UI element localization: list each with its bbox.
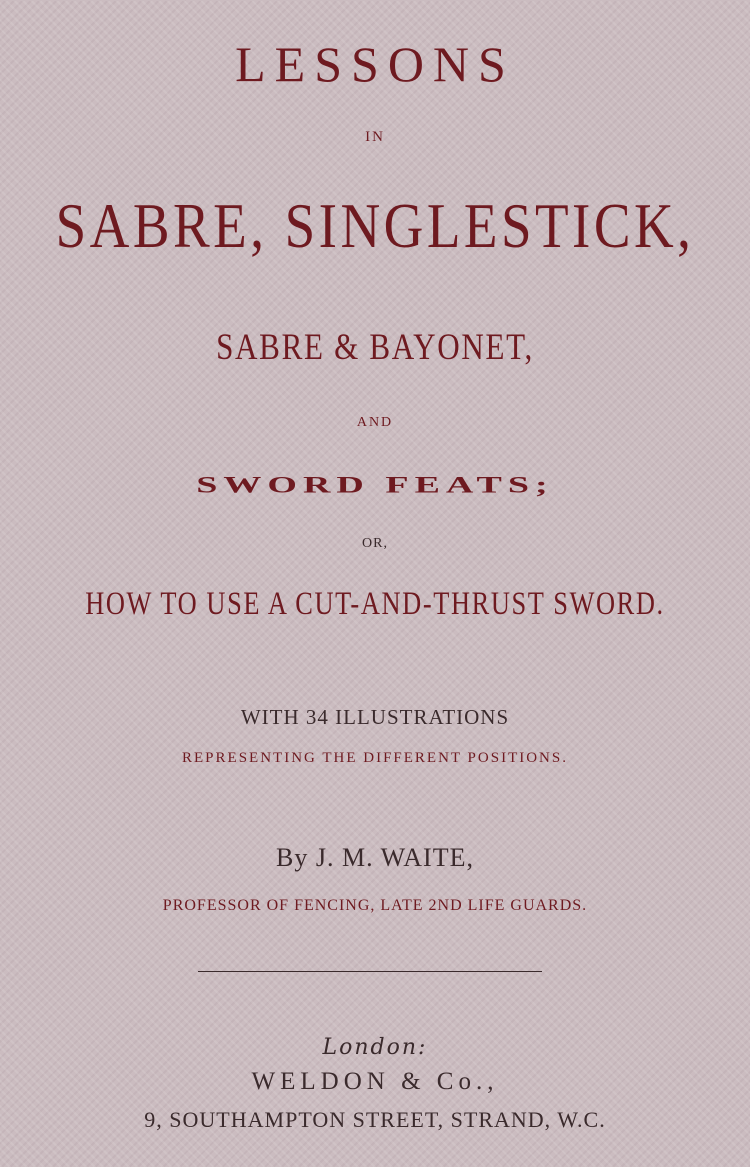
- title-sword-feats: SWORD FEATS;: [196, 471, 554, 499]
- illustrations-line: WITH 34 ILLUSTRATIONS: [240, 705, 510, 729]
- title-lessons: LESSONS: [235, 36, 515, 92]
- illustrations-subline: REPRESENTING THE DIFFERENT POSITIONS.: [182, 750, 568, 766]
- author-title: PROFESSOR OF FENCING, LATE 2ND LIFE GUARDS.: [162, 897, 588, 914]
- title-and: AND: [356, 415, 394, 430]
- title-in: IN: [365, 129, 385, 145]
- title-sabre-singlestick: SABRE, SINGLESTICK,: [55, 190, 695, 261]
- divider-rule: [198, 971, 542, 972]
- title-or: OR,: [362, 536, 388, 551]
- imprint-place: London:: [322, 1035, 428, 1060]
- author-line: By J. M. WAITE,: [276, 843, 474, 872]
- imprint-publisher: WELDON & Co.,: [251, 1068, 499, 1095]
- imprint-address: 9, SOUTHAMPTON STREET, STRAND, W.C.: [144, 1107, 606, 1132]
- subtitle-how-to-use: HOW TO USE A CUT-AND-THRUST SWORD.: [85, 586, 665, 622]
- title-sabre-bayonet: SABRE & BAYONET,: [216, 327, 534, 368]
